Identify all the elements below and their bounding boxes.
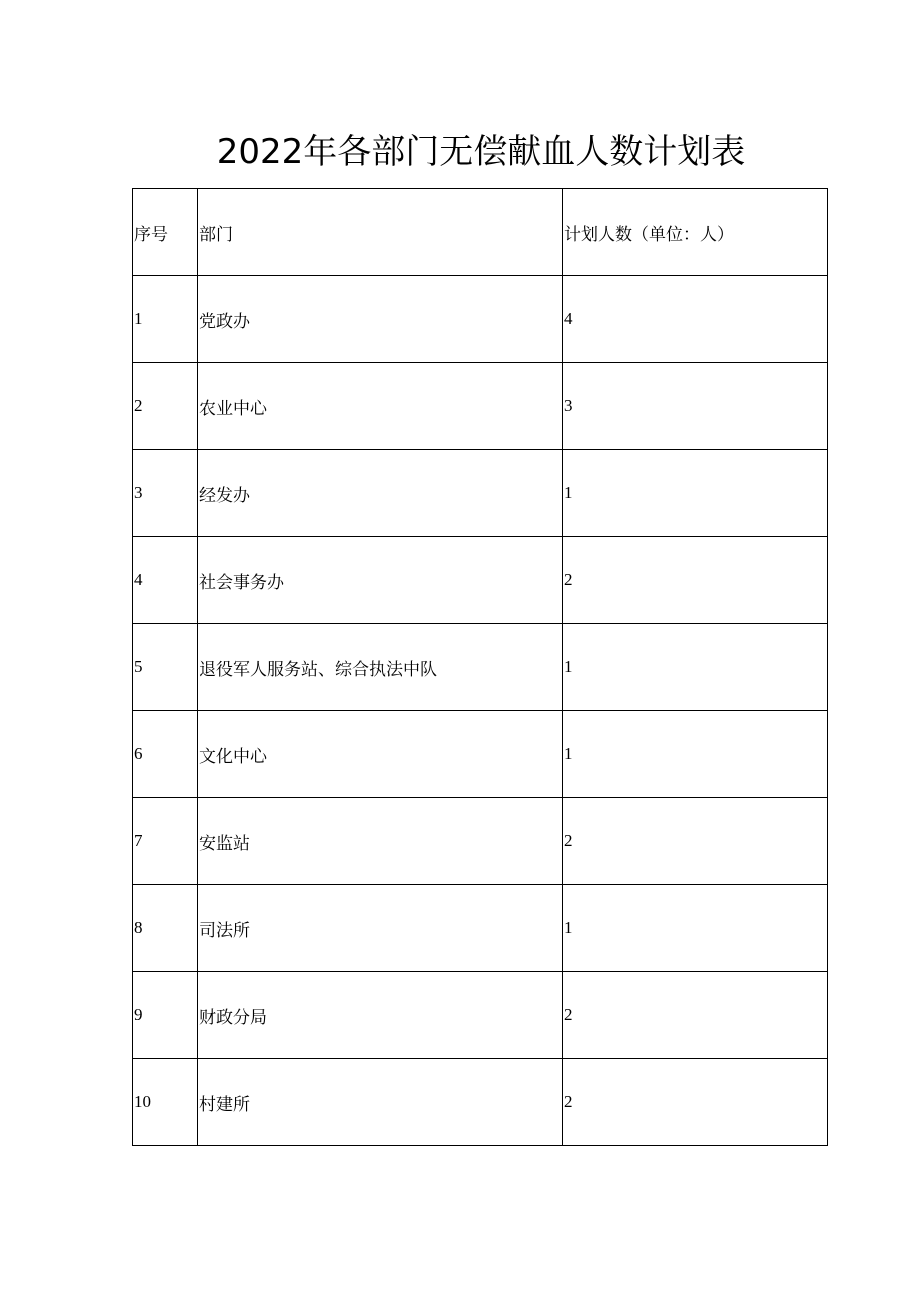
row-planned-count: 1 (563, 624, 828, 711)
row-department: 社会事务办 (198, 537, 563, 624)
table-row (133, 450, 828, 537)
table-row (133, 711, 828, 798)
row-planned-count: 2 (563, 798, 828, 885)
row-planned-count: 2 (563, 972, 828, 1059)
header-department: 部门 (198, 189, 563, 276)
table-row (133, 363, 828, 450)
blood-donation-plan-table (132, 188, 828, 1146)
row-index: 3 (133, 450, 198, 537)
row-index: 1 (133, 276, 198, 363)
table-row (133, 972, 828, 1059)
row-department: 农业中心 (198, 363, 563, 450)
row-index: 9 (133, 972, 198, 1059)
row-planned-count: 1 (563, 885, 828, 972)
table-row (133, 276, 828, 363)
row-index: 8 (133, 885, 198, 972)
row-planned-count: 1 (563, 711, 828, 798)
table-row (133, 1059, 828, 1146)
row-department: 司法所 (198, 885, 563, 972)
row-department: 安监站 (198, 798, 563, 885)
row-department: 经发办 (198, 450, 563, 537)
row-planned-count: 2 (563, 1059, 828, 1146)
page-title: 2022年各部门无偿献血人数计划表 (216, 132, 746, 172)
row-department: 村建所 (198, 1059, 563, 1146)
row-index: 2 (133, 363, 198, 450)
row-planned-count: 1 (563, 450, 828, 537)
row-index: 6 (133, 711, 198, 798)
row-department: 财政分局 (198, 972, 563, 1059)
header-planned-count: 计划人数（单位：人） (563, 189, 828, 276)
table-header-row (133, 189, 828, 276)
row-department: 退役军人服务站、综合执法中队 (198, 624, 563, 711)
table-row (133, 798, 828, 885)
row-department: 文化中心 (198, 711, 563, 798)
row-index: 10 (133, 1059, 198, 1146)
table-row (133, 624, 828, 711)
row-department: 党政办 (198, 276, 563, 363)
row-index: 7 (133, 798, 198, 885)
row-planned-count: 2 (563, 537, 828, 624)
table-row (133, 885, 828, 972)
table-row (133, 537, 828, 624)
row-index: 4 (133, 537, 198, 624)
row-planned-count: 3 (563, 363, 828, 450)
row-index: 5 (133, 624, 198, 711)
header-index: 序号 (133, 189, 198, 276)
row-planned-count: 4 (563, 276, 828, 363)
